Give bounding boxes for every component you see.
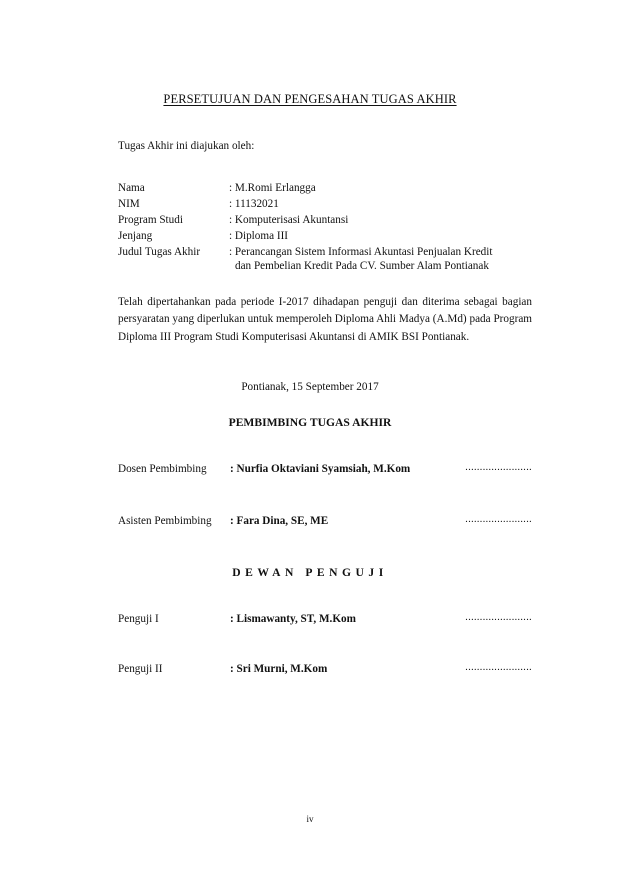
info-value: : M.Romi Erlangga <box>229 182 316 194</box>
info-label: Nama <box>118 182 145 194</box>
info-value-judul <box>229 245 538 277</box>
judul-line-1: : Perancangan Sistem Informasi Akuntasi Penjualan Kredit <box>229 246 493 258</box>
info-value: : Diploma III <box>229 230 289 242</box>
info-row-judul <box>118 245 538 277</box>
signature-row-penguji-1 <box>118 612 532 626</box>
signature-line: ....................... <box>465 462 532 473</box>
signature-line: ....................... <box>465 514 532 525</box>
signature-row-asisten-pembimbing <box>118 514 532 528</box>
signature-label: Penguji II <box>118 663 163 675</box>
signature-row-penguji-2 <box>118 662 532 676</box>
info-row-nim <box>118 197 538 213</box>
info-label: Judul Tugas Akhir <box>118 246 201 258</box>
info-label: Jenjang <box>118 230 153 242</box>
signature-label: Asisten Pembimbing <box>118 515 212 527</box>
info-label: NIM <box>118 198 140 210</box>
signature-name: : Sri Murni, M.Kom <box>230 663 328 675</box>
info-value: : 11132021 <box>229 198 279 210</box>
info-row-nama <box>118 181 538 197</box>
penguji-heading: DEWAN PENGUJI <box>232 566 388 579</box>
intro-text: Tugas Akhir ini diajukan oleh: <box>118 140 255 152</box>
signature-label: Dosen Pembimbing <box>118 463 207 475</box>
page-number: iv <box>306 814 314 824</box>
judul-line-2: dan Pembelian Kredit Pada CV. Sumber Alam Pontianak <box>235 260 489 272</box>
pembimbing-heading: PEMBIMBING TUGAS AKHIR <box>228 416 392 429</box>
info-row-program-studi <box>118 213 538 229</box>
signature-line: ....................... <box>465 612 532 623</box>
signature-name: : Nurfia Oktaviani Syamsiah, M.Kom <box>230 463 411 475</box>
signature-row-dosen-pembimbing <box>118 462 532 476</box>
info-label: Program Studi <box>118 214 183 226</box>
signature-label: Penguji I <box>118 613 159 625</box>
signature-name: : Fara Dina, SE, ME <box>230 515 329 527</box>
student-info-block <box>118 181 538 277</box>
info-row-jenjang <box>118 229 538 245</box>
signature-name: : Lismawanty, ST, M.Kom <box>230 613 356 625</box>
page-title: PERSETUJUAN DAN PENGESAHAN TUGAS AKHIR <box>163 92 457 106</box>
info-value: : Komputerisasi Akuntansi <box>229 214 349 226</box>
approval-paragraph: Telah dipertahankan pada periode I-2017 dihadapan penguji dan diterima sebagai bagian persyaratan yang diperlukan untuk memperoleh Diploma Ahli Madya (A.Md) pada Program Diploma III Program Studi Komputerisasi Akuntansi di AMIK BSI Pontianak. <box>118 296 532 343</box>
signature-line: ....................... <box>465 662 532 673</box>
place-date: Pontianak, 15 September 2017 <box>241 381 379 393</box>
